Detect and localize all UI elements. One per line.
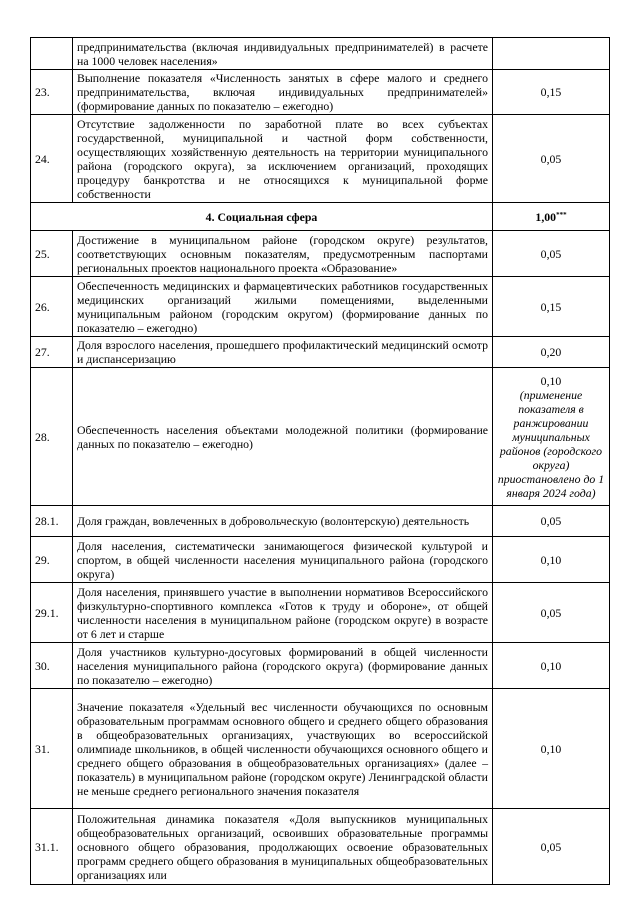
- indicator-text: Достижение в муниципальном районе (городском округе) результатов, соответствующих основным показателям, предусмотренным паспортами региональных проектов национального проекта «Образование»: [73, 231, 493, 277]
- table-row: [31, 689, 610, 809]
- indicator-weight: [493, 368, 610, 506]
- indicator-weight-value: 0,10: [540, 373, 562, 388]
- row-number: 24.: [31, 115, 73, 203]
- table-row: [31, 583, 610, 643]
- indicator-weight: 0,15: [493, 70, 610, 115]
- indicator-text: предпринимательства (включая индивидуальных предпринимателей) в расчете на 1000 человек населения»: [73, 38, 493, 70]
- row-number: 31.1.: [31, 809, 73, 885]
- suspension-note: (применение показателя в ранжировании муниципальных районов (городского округа) приостановлено до 1 января 2024 года): [497, 387, 605, 500]
- table-row: [31, 809, 610, 885]
- row-number: 27.: [31, 337, 73, 368]
- table-row: [31, 115, 610, 203]
- table-row: [31, 277, 610, 337]
- indicator-weight: 0,05: [493, 506, 610, 537]
- row-number: 29.1.: [31, 583, 73, 643]
- indicator-weight: 0,20: [493, 337, 610, 368]
- table-row: [31, 337, 610, 368]
- indicator-text: Доля участников культурно-досуговых формирований в общей численности населения муниципального района (городского округа) (формирование данных по показателю – ежегодно): [73, 643, 493, 689]
- row-number: 25.: [31, 231, 73, 277]
- table-row: [31, 368, 610, 506]
- section-weight-value: 1,00: [535, 209, 557, 224]
- row-number: 26.: [31, 277, 73, 337]
- indicator-weight: 0,10: [493, 689, 610, 809]
- indicator-text: Доля взрослого населения, прошедшего профилактический медицинский осмотр и диспансеризацию: [73, 337, 493, 368]
- table-row: [31, 537, 610, 583]
- row-number: 29.: [31, 537, 73, 583]
- indicator-weight: 0,10: [493, 643, 610, 689]
- row-number: 30.: [31, 643, 73, 689]
- row-number: 28.: [31, 368, 73, 506]
- indicator-text: Доля населения, систематически занимающегося физической культурой и спортом, в общей численности населения муниципального района (городского округа): [73, 537, 493, 583]
- row-number: 31.: [31, 689, 73, 809]
- section-title: 4. Социальная сфера: [31, 203, 493, 231]
- indicator-weight: 0,10: [493, 537, 610, 583]
- row-number: [31, 38, 73, 70]
- section-weight: [493, 203, 610, 231]
- indicator-weight: [493, 38, 610, 70]
- section-header-row: [31, 203, 610, 231]
- indicator-text: Положительная динамика показателя «Доля выпускников муниципальных общеобразовательных организаций, освоивших образовательные программы основного общего образования, продолжающих освоение образовательных программ среднего общего образования в муниципальных общеобразовательных организациях или: [73, 809, 493, 885]
- indicator-weight: 0,05: [493, 231, 610, 277]
- row-number: 23.: [31, 70, 73, 115]
- indicator-weight: 0,05: [493, 115, 610, 203]
- indicator-weight: 0,05: [493, 583, 610, 643]
- indicator-text: Обеспеченность населения объектами молодежной политики (формирование данных по показателю – ежегодно): [73, 368, 493, 506]
- table-row: [31, 643, 610, 689]
- table-row: [31, 38, 610, 70]
- indicator-text: Значение показателя «Удельный вес численности обучающихся по основным образовательным программам основного общего и среднего общего образования в общеобразовательных организациях, участвующих во всероссийской олимпиаде школьников, в общей численности обучающихся основного общего и среднего общего образования в общеобразовательных организациях» (далее – показатель) в муниципальном районе (городском округе) Ленинградской области не меньше среднего регионального значения показателя: [73, 689, 493, 809]
- footnote-marker: ***: [556, 210, 567, 219]
- indicator-text: Выполнение показателя «Численность занятых в сфере малого и среднего предпринимательства, включая индивидуальных предпринимателей» (формирование данных по показателю – ежегодно): [73, 70, 493, 115]
- table-row: [31, 70, 610, 115]
- indicators-table: [30, 37, 610, 885]
- indicator-weight: 0,05: [493, 809, 610, 885]
- indicator-text: Доля населения, принявшего участие в выполнении нормативов Всероссийского физкультурно-спортивного комплекса «Готов к труду и обороне», от общей численности населения в муниципальном районе (городском округе) в возрасте от 6 лет и старше: [73, 583, 493, 643]
- table-row: [31, 231, 610, 277]
- table-row: [31, 506, 610, 537]
- indicator-text: Обеспеченность медицинских и фармацевтических работников государственных медицинских организаций жилыми помещениями, выделенными муниципальным районом (городским округом) (формирование данных по показателю – ежегодно): [73, 277, 493, 337]
- indicator-text: Отсутствие задолженности по заработной плате во всех субъектах государственной, муниципальной и частной форм собственности, осуществляющих хозяйственную деятельность на территории муниципального района (городского округа), за исключением организаций, проходящих процедуру банкротства и не относящихся к муниципальной форме собственности: [73, 115, 493, 203]
- indicator-text: Доля граждан, вовлеченных в добровольческую (волонтерскую) деятельность: [73, 506, 493, 537]
- indicator-weight: 0,15: [493, 277, 610, 337]
- row-number: 28.1.: [31, 506, 73, 537]
